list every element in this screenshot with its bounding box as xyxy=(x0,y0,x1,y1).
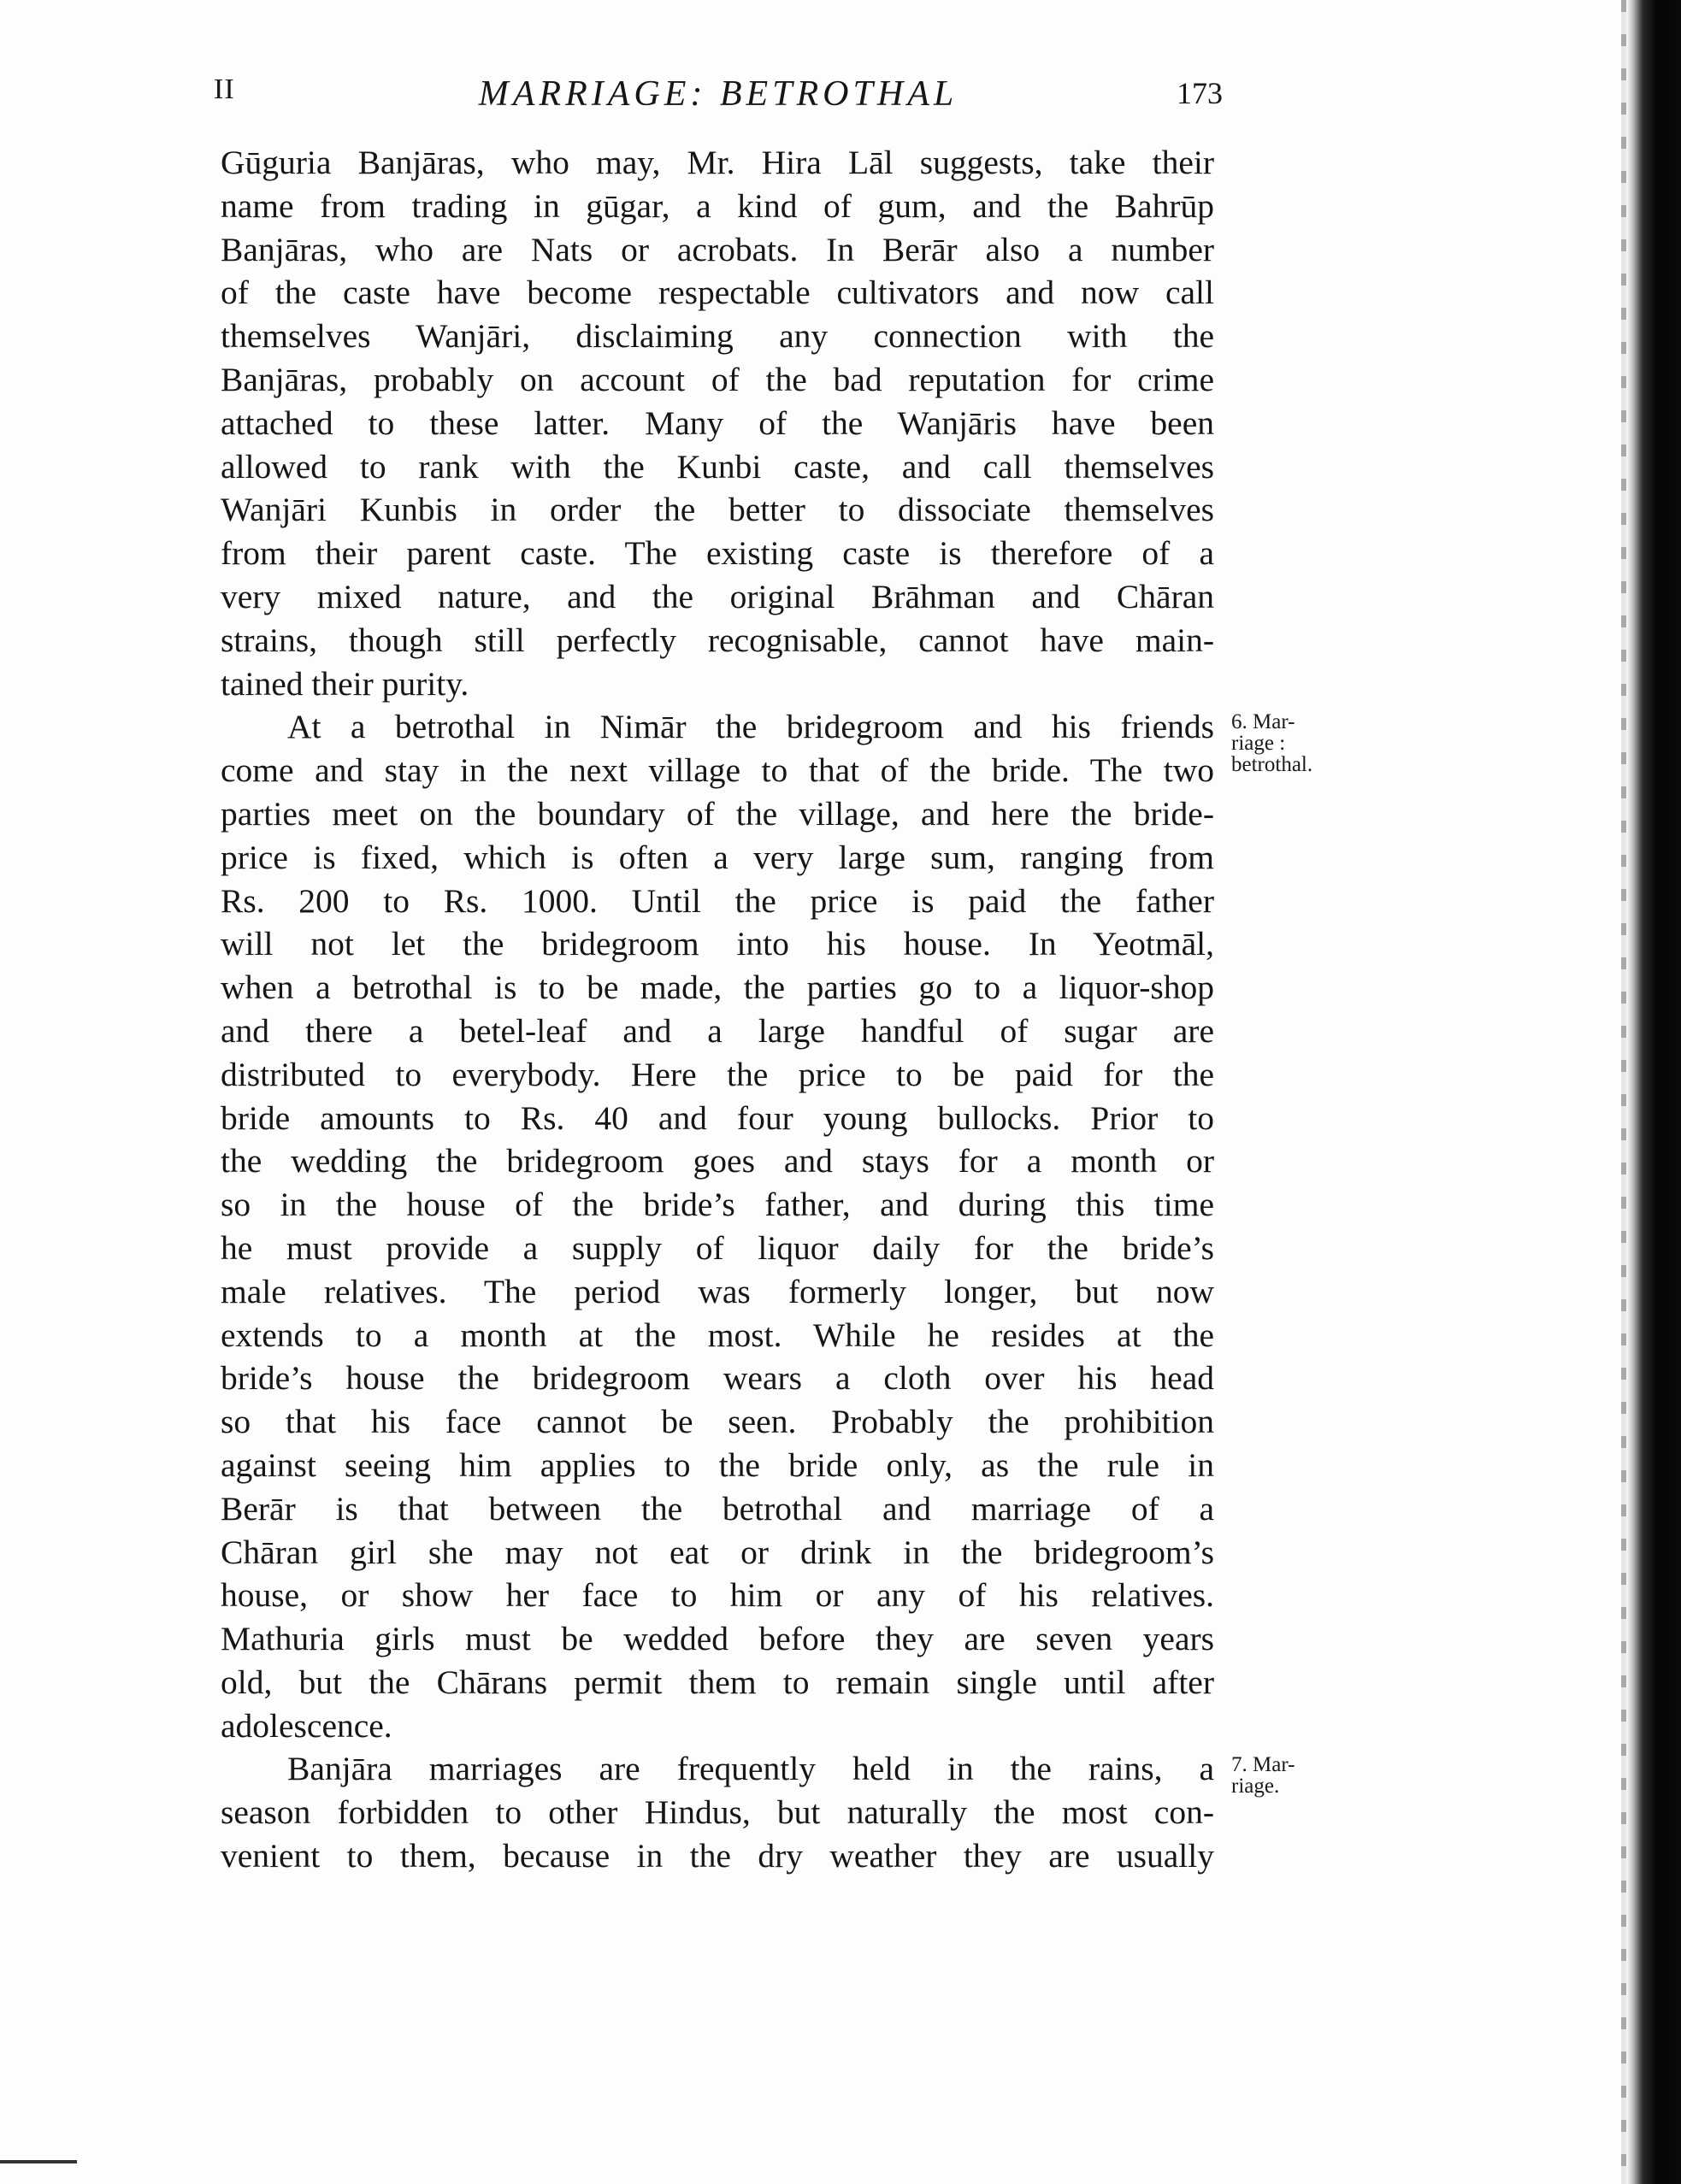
margin-note-betrothal xyxy=(1231,711,1351,775)
scan-corner-mark xyxy=(0,2160,77,2163)
text-line: Berār is that between the betrothal and marriage of a xyxy=(221,1489,1214,1528)
margin-note-line: riage. xyxy=(1231,1775,1280,1798)
text-line: Banjāras, probably on account of the bad reputation for crime xyxy=(221,360,1214,398)
margin-note-marriage xyxy=(1231,1754,1351,1797)
text-line: Banjāras, who are Nats or acrobats. In Berār also a number xyxy=(221,230,1214,268)
text-line: of the caste have become respectable cultivators and now call xyxy=(221,274,1214,312)
text-line: the wedding the bridegroom goes and stays for a month or xyxy=(221,1142,1214,1180)
text-line: themselves Wanjāri, disclaiming any connection with the xyxy=(221,317,1214,356)
text-line: old, but the Chārans permit them to remain single until after xyxy=(221,1663,1214,1701)
text-line: against seeing him applies to the bride only, as the rule in xyxy=(221,1445,1214,1484)
text-line: male relatives. The period was formerly longer, but now xyxy=(221,1272,1214,1310)
book-spine-shadow xyxy=(1626,0,1681,2184)
text-line: allowed to rank with the Kunbi caste, and call themselves xyxy=(221,447,1214,486)
text-line: adolescence. xyxy=(221,1706,392,1745)
text-line: Chāran girl she may not eat or drink in the bridegroom’s xyxy=(221,1533,1214,1571)
text-line: strains, though still perfectly recognisable, cannot have main- xyxy=(221,621,1214,659)
text-line: Mathuria girls must be wedded before they are seven years xyxy=(221,1620,1214,1658)
text-line: price is fixed, which is often a very large sum, ranging from xyxy=(221,838,1214,876)
text-line: name from trading in gūgar, a kind of gum, and the Bahrūp xyxy=(221,186,1214,225)
body-text xyxy=(221,141,1214,1878)
text-line: Wanjāri Kunbis in order the better to dissociate themselves xyxy=(221,491,1214,529)
text-line: from their parent caste. The existing caste is therefore of a xyxy=(221,534,1214,573)
text-line: he must provide a supply of liquor daily for the bride’s xyxy=(221,1228,1214,1267)
text-line: bride amounts to Rs. 40 and four young bullocks. Prior to xyxy=(221,1098,1214,1137)
text-line: season forbidden to other Hindus, but naturally the most con- xyxy=(221,1793,1214,1832)
margin-note-line: 7. Mar- xyxy=(1231,1753,1295,1776)
margin-note-line: betrothal. xyxy=(1231,753,1313,776)
text-line: venient to them, because in the dry weather they are usually xyxy=(221,1837,1214,1875)
text-line: extends to a month at the most. While he resides at the xyxy=(221,1316,1214,1354)
running-header xyxy=(214,74,1223,125)
text-line: will not let the bridegroom into his house. In Yeotmāl, xyxy=(221,925,1214,963)
text-line: very mixed nature, and the original Brāhman and Chāran xyxy=(221,577,1214,615)
chapter-numeral: II xyxy=(214,74,235,105)
page-number: 173 xyxy=(1177,76,1223,110)
text-line: so in the house of the bride’s father, and during this time xyxy=(221,1186,1214,1224)
text-line: and there a betel-leaf and a large handful of sugar are xyxy=(221,1011,1214,1050)
margin-note-line: 6. Mar- xyxy=(1231,710,1295,733)
text-line: bride’s house the bridegroom wears a cloth over his head xyxy=(221,1359,1214,1398)
running-title: MARRIAGE: BETROTHAL xyxy=(478,74,958,114)
text-line: so that his face cannot be seen. Probably the prohibition xyxy=(221,1403,1214,1441)
text-line: distributed to everybody. Here the price to be paid for the xyxy=(221,1055,1214,1093)
paragraph-start: At a betrothal in Nimār the bridegroom and his friends xyxy=(287,708,1214,746)
text-line: parties meet on the boundary of the village, and here the bride- xyxy=(221,794,1214,833)
text-line: tained their purity. xyxy=(221,664,469,703)
text-line: Gūguria Banjāras, who may, Mr. Hira Lāl suggests, take their xyxy=(221,144,1214,181)
text-line: Rs. 200 to Rs. 1000. Until the price is paid the father xyxy=(221,881,1214,920)
text-line: attached to these latter. Many of the Wanjāris have been xyxy=(221,403,1214,442)
margin-note-line: riage : xyxy=(1231,732,1286,755)
text-line: house, or show her face to him or any of his relatives. xyxy=(221,1576,1214,1615)
paragraph-start: Banjāra marriages are frequently held in the rains, a xyxy=(287,1750,1214,1788)
text-line: come and stay in the next village to that of the bride. The two xyxy=(221,751,1214,790)
text-line: when a betrothal is to be made, the parties go to a liquor-shop xyxy=(221,968,1214,1007)
